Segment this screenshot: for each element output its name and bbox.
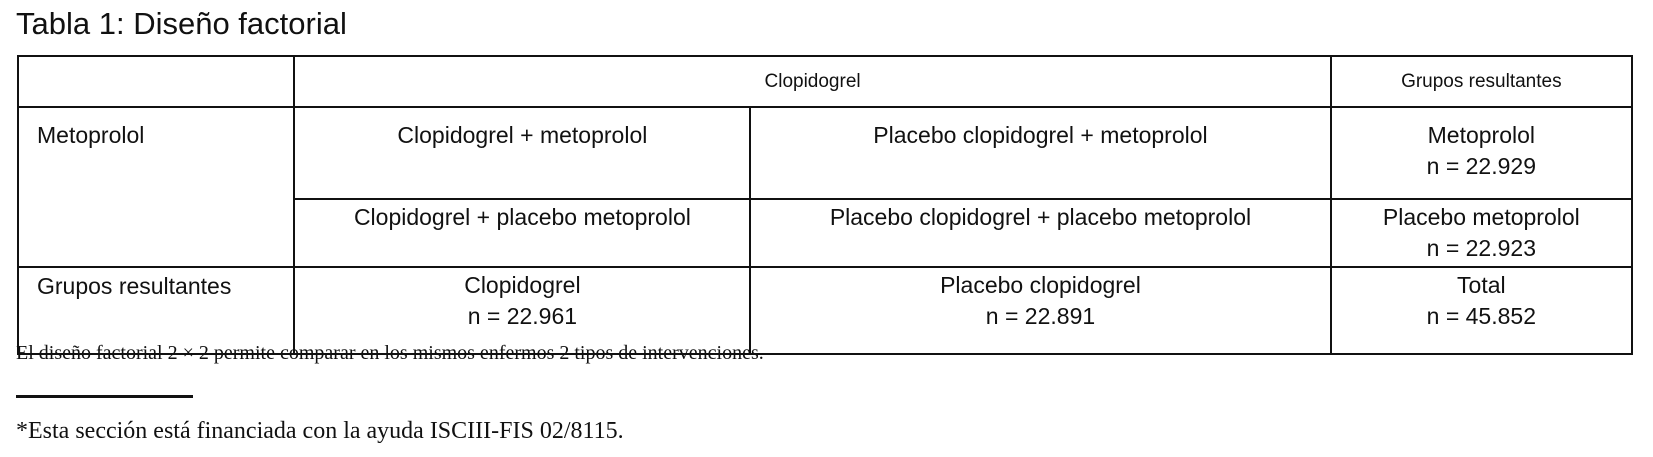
- table-header-row: [18, 56, 1632, 107]
- table-note: El diseño factorial 2 × 2 permite comparar en los mismos enfermos 2 tipos de intervenciones.: [16, 342, 764, 364]
- cell-placebo-clopidogrel-metoprolol: Placebo clopidogrel + metoprolol: [750, 107, 1330, 199]
- cell-clopidogrel-placebo-metoprolol: Clopidogrel + placebo metoprolol: [294, 199, 750, 267]
- factorial-design-table: [17, 55, 1633, 355]
- result-n: n = 22.923: [1426, 235, 1536, 261]
- header-clopidogrel: Clopidogrel: [294, 56, 1330, 107]
- result-name: Placebo metoprolol: [1382, 204, 1580, 230]
- result-metoprolol: [1331, 107, 1632, 199]
- total-name: Placebo clopidogrel: [940, 272, 1141, 298]
- footnote-divider: [16, 395, 193, 398]
- row-label-grupos-resultantes: Grupos resultantes: [18, 267, 294, 354]
- table-row: [18, 107, 1632, 199]
- result-name: Metoprolol: [1427, 122, 1536, 148]
- row-label-metoprolol: Metoprolol: [18, 107, 294, 267]
- table-title: Tabla 1: Diseño factorial: [16, 6, 347, 41]
- total-n: n = 45.852: [1426, 303, 1536, 329]
- result-placebo-metoprolol: [1331, 199, 1632, 267]
- total-overall: [1331, 267, 1632, 354]
- header-grupos-resultantes: Grupos resultantes: [1331, 56, 1632, 107]
- funding-footnote: *Esta sección está financiada con la ayuda ISCIII-FIS 02/8115.: [16, 418, 624, 444]
- total-name: Total: [1457, 272, 1506, 298]
- total-name: Clopidogrel: [464, 272, 581, 298]
- total-n: n = 22.891: [985, 303, 1096, 329]
- cell-clopidogrel-metoprolol: Clopidogrel + metoprolol: [294, 107, 750, 199]
- total-placebo-clopidogrel: [750, 267, 1330, 354]
- total-n: n = 22.961: [467, 303, 578, 329]
- header-empty-cell: [18, 56, 294, 107]
- cell-placebo-clopidogrel-placebo-metoprolol: Placebo clopidogrel + placebo metoprolol: [750, 199, 1330, 267]
- result-n: n = 22.929: [1426, 153, 1536, 179]
